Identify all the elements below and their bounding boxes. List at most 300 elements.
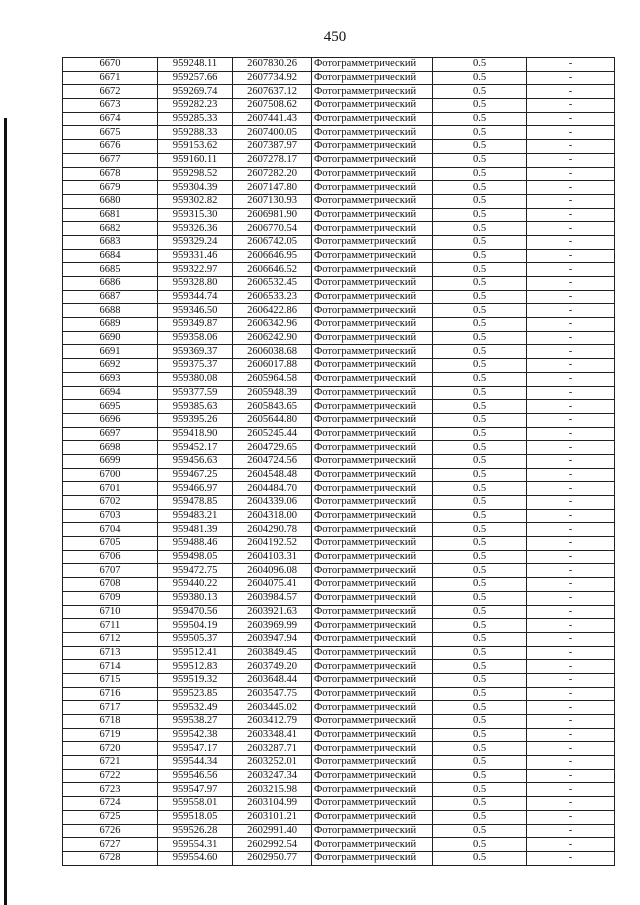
table-row	[63, 578, 615, 592]
x-coordinate-cell: 959302.82	[158, 194, 233, 208]
method-cell: Фотограмметрический	[312, 194, 433, 208]
table-row	[63, 427, 615, 441]
y-coordinate-cell: 2603921.63	[233, 605, 312, 619]
y-coordinate-cell: 2603247.34	[233, 769, 312, 783]
table-row	[63, 331, 615, 345]
x-coordinate-cell: 959248.11	[158, 58, 233, 72]
table-row	[63, 249, 615, 263]
note-cell: -	[527, 783, 615, 797]
table-row	[63, 441, 615, 455]
table-row	[63, 194, 615, 208]
accuracy-cell: 0.5	[433, 742, 527, 756]
y-coordinate-cell: 2603547.75	[233, 687, 312, 701]
method-cell: Фотограмметрический	[312, 742, 433, 756]
table-row	[63, 112, 615, 126]
point-number-cell: 6712	[63, 632, 158, 646]
accuracy-cell: 0.5	[433, 605, 527, 619]
method-cell: Фотограмметрический	[312, 619, 433, 633]
y-coordinate-cell: 2606981.90	[233, 208, 312, 222]
point-number-cell: 6715	[63, 673, 158, 687]
point-number-cell: 6683	[63, 235, 158, 249]
method-cell: Фотограмметрический	[312, 249, 433, 263]
accuracy-cell: 0.5	[433, 386, 527, 400]
method-cell: Фотограмметрический	[312, 427, 433, 441]
method-cell: Фотограмметрический	[312, 523, 433, 537]
y-coordinate-cell: 2605843.65	[233, 400, 312, 414]
accuracy-cell: 0.5	[433, 523, 527, 537]
note-cell: -	[527, 427, 615, 441]
y-coordinate-cell: 2606533.23	[233, 290, 312, 304]
point-number-cell: 6689	[63, 318, 158, 332]
x-coordinate-cell: 959526.28	[158, 824, 233, 838]
x-coordinate-cell: 959326.36	[158, 222, 233, 236]
method-cell: Фотограмметрический	[312, 468, 433, 482]
note-cell: -	[527, 194, 615, 208]
table-row	[63, 263, 615, 277]
method-cell: Фотограмметрический	[312, 372, 433, 386]
method-cell: Фотограмметрический	[312, 673, 433, 687]
point-number-cell: 6673	[63, 99, 158, 113]
note-cell: -	[527, 851, 615, 865]
method-cell: Фотограмметрический	[312, 851, 433, 865]
table-row	[63, 140, 615, 154]
note-cell: -	[527, 482, 615, 496]
accuracy-cell: 0.5	[433, 783, 527, 797]
accuracy-cell: 0.5	[433, 277, 527, 291]
x-coordinate-cell: 959440.22	[158, 578, 233, 592]
note-cell: -	[527, 509, 615, 523]
x-coordinate-cell: 959304.39	[158, 181, 233, 195]
method-cell: Фотограмметрический	[312, 632, 433, 646]
point-number-cell: 6701	[63, 482, 158, 496]
accuracy-cell: 0.5	[433, 810, 527, 824]
note-cell: -	[527, 249, 615, 263]
point-number-cell: 6699	[63, 454, 158, 468]
x-coordinate-cell: 959395.26	[158, 413, 233, 427]
note-cell: -	[527, 646, 615, 660]
table-row	[63, 824, 615, 838]
y-coordinate-cell: 2603984.57	[233, 591, 312, 605]
method-cell: Фотограмметрический	[312, 783, 433, 797]
note-cell: -	[527, 673, 615, 687]
method-cell: Фотограмметрический	[312, 482, 433, 496]
y-coordinate-cell: 2607278.17	[233, 153, 312, 167]
x-coordinate-cell: 959456.63	[158, 454, 233, 468]
method-cell: Фотограмметрический	[312, 810, 433, 824]
accuracy-cell: 0.5	[433, 851, 527, 865]
note-cell: -	[527, 660, 615, 674]
note-cell: -	[527, 153, 615, 167]
y-coordinate-cell: 2607441.43	[233, 112, 312, 126]
table-row	[63, 619, 615, 633]
y-coordinate-cell: 2603412.79	[233, 715, 312, 729]
table-row	[63, 482, 615, 496]
method-cell: Фотограмметрический	[312, 591, 433, 605]
y-coordinate-cell: 2606242.90	[233, 331, 312, 345]
x-coordinate-cell: 959547.97	[158, 783, 233, 797]
accuracy-cell: 0.5	[433, 468, 527, 482]
accuracy-cell: 0.5	[433, 222, 527, 236]
x-coordinate-cell: 959512.41	[158, 646, 233, 660]
y-coordinate-cell: 2604290.78	[233, 523, 312, 537]
table-row	[63, 58, 615, 72]
x-coordinate-cell: 959346.50	[158, 304, 233, 318]
note-cell: -	[527, 85, 615, 99]
note-cell: -	[527, 112, 615, 126]
note-cell: -	[527, 769, 615, 783]
method-cell: Фотограмметрический	[312, 578, 433, 592]
accuracy-cell: 0.5	[433, 769, 527, 783]
x-coordinate-cell: 959315.30	[158, 208, 233, 222]
accuracy-cell: 0.5	[433, 715, 527, 729]
y-coordinate-cell: 2604484.70	[233, 482, 312, 496]
method-cell: Фотограмметрический	[312, 140, 433, 154]
accuracy-cell: 0.5	[433, 400, 527, 414]
x-coordinate-cell: 959160.11	[158, 153, 233, 167]
y-coordinate-cell: 2603749.20	[233, 660, 312, 674]
note-cell: -	[527, 167, 615, 181]
y-coordinate-cell: 2603287.71	[233, 742, 312, 756]
point-number-cell: 6690	[63, 331, 158, 345]
y-coordinate-cell: 2604729.65	[233, 441, 312, 455]
table-row	[63, 386, 615, 400]
point-number-cell: 6723	[63, 783, 158, 797]
note-cell: -	[527, 181, 615, 195]
y-coordinate-cell: 2606422.86	[233, 304, 312, 318]
note-cell: -	[527, 523, 615, 537]
note-cell: -	[527, 277, 615, 291]
x-coordinate-cell: 959282.23	[158, 99, 233, 113]
x-coordinate-cell: 959498.05	[158, 550, 233, 564]
y-coordinate-cell: 2603849.45	[233, 646, 312, 660]
x-coordinate-cell: 959542.38	[158, 728, 233, 742]
accuracy-cell: 0.5	[433, 838, 527, 852]
method-cell: Фотограмметрический	[312, 824, 433, 838]
accuracy-cell: 0.5	[433, 482, 527, 496]
y-coordinate-cell: 2607400.05	[233, 126, 312, 140]
table-row	[63, 742, 615, 756]
accuracy-cell: 0.5	[433, 345, 527, 359]
note-cell: -	[527, 71, 615, 85]
point-number-cell: 6703	[63, 509, 158, 523]
x-coordinate-cell: 959481.39	[158, 523, 233, 537]
point-number-cell: 6720	[63, 742, 158, 756]
table-row	[63, 591, 615, 605]
table-row	[63, 400, 615, 414]
accuracy-cell: 0.5	[433, 550, 527, 564]
method-cell: Фотограмметрический	[312, 85, 433, 99]
accuracy-cell: 0.5	[433, 673, 527, 687]
point-number-cell: 6724	[63, 797, 158, 811]
x-coordinate-cell: 959349.87	[158, 318, 233, 332]
accuracy-cell: 0.5	[433, 578, 527, 592]
point-number-cell: 6718	[63, 715, 158, 729]
y-coordinate-cell: 2604192.52	[233, 537, 312, 551]
x-coordinate-cell: 959554.60	[158, 851, 233, 865]
accuracy-cell: 0.5	[433, 235, 527, 249]
y-coordinate-cell: 2607147.80	[233, 181, 312, 195]
y-coordinate-cell: 2606742.05	[233, 235, 312, 249]
method-cell: Фотограмметрический	[312, 58, 433, 72]
y-coordinate-cell: 2604318.00	[233, 509, 312, 523]
accuracy-cell: 0.5	[433, 632, 527, 646]
accuracy-cell: 0.5	[433, 140, 527, 154]
point-number-cell: 6680	[63, 194, 158, 208]
x-coordinate-cell: 959523.85	[158, 687, 233, 701]
accuracy-cell: 0.5	[433, 167, 527, 181]
method-cell: Фотограмметрический	[312, 454, 433, 468]
note-cell: -	[527, 838, 615, 852]
note-cell: -	[527, 454, 615, 468]
accuracy-cell: 0.5	[433, 153, 527, 167]
table-row	[63, 359, 615, 373]
note-cell: -	[527, 687, 615, 701]
table-row	[63, 509, 615, 523]
point-number-cell: 6672	[63, 85, 158, 99]
method-cell: Фотограмметрический	[312, 345, 433, 359]
method-cell: Фотограмметрический	[312, 715, 433, 729]
table-row	[63, 646, 615, 660]
x-coordinate-cell: 959328.80	[158, 277, 233, 291]
point-number-cell: 6675	[63, 126, 158, 140]
y-coordinate-cell: 2606770.54	[233, 222, 312, 236]
point-number-cell: 6693	[63, 372, 158, 386]
point-number-cell: 6702	[63, 496, 158, 510]
table-row	[63, 290, 615, 304]
table-row	[63, 797, 615, 811]
x-coordinate-cell: 959380.13	[158, 591, 233, 605]
method-cell: Фотограмметрический	[312, 71, 433, 85]
y-coordinate-cell: 2603215.98	[233, 783, 312, 797]
point-number-cell: 6678	[63, 167, 158, 181]
point-number-cell: 6676	[63, 140, 158, 154]
table-row	[63, 605, 615, 619]
x-coordinate-cell: 959554.31	[158, 838, 233, 852]
method-cell: Фотограмметрический	[312, 277, 433, 291]
y-coordinate-cell: 2603969.99	[233, 619, 312, 633]
note-cell: -	[527, 386, 615, 400]
note-cell: -	[527, 441, 615, 455]
method-cell: Фотограмметрический	[312, 290, 433, 304]
point-number-cell: 6722	[63, 769, 158, 783]
point-number-cell: 6728	[63, 851, 158, 865]
accuracy-cell: 0.5	[433, 619, 527, 633]
x-coordinate-cell: 959532.49	[158, 701, 233, 715]
point-number-cell: 6726	[63, 824, 158, 838]
accuracy-cell: 0.5	[433, 509, 527, 523]
note-cell: -	[527, 810, 615, 824]
x-coordinate-cell: 959257.66	[158, 71, 233, 85]
method-cell: Фотограмметрический	[312, 797, 433, 811]
table-row	[63, 550, 615, 564]
method-cell: Фотограмметрический	[312, 318, 433, 332]
method-cell: Фотограмметрический	[312, 263, 433, 277]
method-cell: Фотограмметрический	[312, 304, 433, 318]
note-cell: -	[527, 372, 615, 386]
y-coordinate-cell: 2606646.52	[233, 263, 312, 277]
table-row	[63, 99, 615, 113]
note-cell: -	[527, 58, 615, 72]
accuracy-cell: 0.5	[433, 660, 527, 674]
table-body	[63, 58, 615, 866]
note-cell: -	[527, 715, 615, 729]
table-row	[63, 537, 615, 551]
table-row	[63, 181, 615, 195]
note-cell: -	[527, 126, 615, 140]
x-coordinate-cell: 959452.17	[158, 441, 233, 455]
accuracy-cell: 0.5	[433, 194, 527, 208]
x-coordinate-cell: 959519.32	[158, 673, 233, 687]
y-coordinate-cell: 2603348.41	[233, 728, 312, 742]
accuracy-cell: 0.5	[433, 496, 527, 510]
accuracy-cell: 0.5	[433, 304, 527, 318]
table-row	[63, 126, 615, 140]
note-cell: -	[527, 208, 615, 222]
note-cell: -	[527, 632, 615, 646]
point-number-cell: 6698	[63, 441, 158, 455]
point-number-cell: 6714	[63, 660, 158, 674]
table-row	[63, 222, 615, 236]
method-cell: Фотограмметрический	[312, 126, 433, 140]
method-cell: Фотограмметрический	[312, 167, 433, 181]
point-number-cell: 6684	[63, 249, 158, 263]
point-number-cell: 6688	[63, 304, 158, 318]
margin-bar	[4, 118, 7, 905]
note-cell: -	[527, 413, 615, 427]
table-row	[63, 769, 615, 783]
accuracy-cell: 0.5	[433, 728, 527, 742]
method-cell: Фотограмметрический	[312, 509, 433, 523]
y-coordinate-cell: 2604548.48	[233, 468, 312, 482]
x-coordinate-cell: 959488.46	[158, 537, 233, 551]
method-cell: Фотограмметрический	[312, 441, 433, 455]
point-number-cell: 6707	[63, 564, 158, 578]
note-cell: -	[527, 263, 615, 277]
x-coordinate-cell: 959418.90	[158, 427, 233, 441]
y-coordinate-cell: 2603648.44	[233, 673, 312, 687]
x-coordinate-cell: 959298.52	[158, 167, 233, 181]
x-coordinate-cell: 959538.27	[158, 715, 233, 729]
table-row	[63, 71, 615, 85]
accuracy-cell: 0.5	[433, 441, 527, 455]
method-cell: Фотограмметрический	[312, 400, 433, 414]
table-row	[63, 838, 615, 852]
method-cell: Фотограмметрический	[312, 769, 433, 783]
method-cell: Фотограмметрический	[312, 359, 433, 373]
note-cell: -	[527, 591, 615, 605]
x-coordinate-cell: 959504.19	[158, 619, 233, 633]
point-number-cell: 6696	[63, 413, 158, 427]
y-coordinate-cell: 2607830.26	[233, 58, 312, 72]
table-row	[63, 304, 615, 318]
point-number-cell: 6687	[63, 290, 158, 304]
x-coordinate-cell: 959358.06	[158, 331, 233, 345]
method-cell: Фотограмметрический	[312, 701, 433, 715]
x-coordinate-cell: 959375.37	[158, 359, 233, 373]
y-coordinate-cell: 2604096.08	[233, 564, 312, 578]
accuracy-cell: 0.5	[433, 85, 527, 99]
note-cell: -	[527, 756, 615, 770]
method-cell: Фотограмметрический	[312, 181, 433, 195]
method-cell: Фотограмметрический	[312, 153, 433, 167]
y-coordinate-cell: 2606646.95	[233, 249, 312, 263]
accuracy-cell: 0.5	[433, 359, 527, 373]
point-number-cell: 6713	[63, 646, 158, 660]
point-number-cell: 6679	[63, 181, 158, 195]
accuracy-cell: 0.5	[433, 58, 527, 72]
y-coordinate-cell: 2605964.58	[233, 372, 312, 386]
x-coordinate-cell: 959483.21	[158, 509, 233, 523]
note-cell: -	[527, 605, 615, 619]
method-cell: Фотограмметрический	[312, 99, 433, 113]
method-cell: Фотограмметрический	[312, 222, 433, 236]
note-cell: -	[527, 824, 615, 838]
point-number-cell: 6671	[63, 71, 158, 85]
point-number-cell: 6710	[63, 605, 158, 619]
table-row	[63, 523, 615, 537]
table-row	[63, 454, 615, 468]
point-number-cell: 6721	[63, 756, 158, 770]
method-cell: Фотограмметрический	[312, 838, 433, 852]
accuracy-cell: 0.5	[433, 71, 527, 85]
method-cell: Фотограмметрический	[312, 564, 433, 578]
y-coordinate-cell: 2603252.01	[233, 756, 312, 770]
table-row	[63, 372, 615, 386]
accuracy-cell: 0.5	[433, 687, 527, 701]
point-number-cell: 6670	[63, 58, 158, 72]
x-coordinate-cell: 959558.01	[158, 797, 233, 811]
x-coordinate-cell: 959385.63	[158, 400, 233, 414]
accuracy-cell: 0.5	[433, 249, 527, 263]
y-coordinate-cell: 2607387.97	[233, 140, 312, 154]
table-row	[63, 318, 615, 332]
table-row	[63, 468, 615, 482]
x-coordinate-cell: 959547.17	[158, 742, 233, 756]
y-coordinate-cell: 2606017.88	[233, 359, 312, 373]
note-cell: -	[527, 496, 615, 510]
method-cell: Фотограмметрический	[312, 386, 433, 400]
note-cell: -	[527, 400, 615, 414]
x-coordinate-cell: 959369.37	[158, 345, 233, 359]
page-number: 450	[323, 29, 347, 45]
note-cell: -	[527, 701, 615, 715]
table-row	[63, 783, 615, 797]
note-cell: -	[527, 742, 615, 756]
coordinates-table	[62, 57, 615, 866]
x-coordinate-cell: 959153.62	[158, 140, 233, 154]
table-row	[63, 153, 615, 167]
point-number-cell: 6674	[63, 112, 158, 126]
y-coordinate-cell: 2602991.40	[233, 824, 312, 838]
point-number-cell: 6727	[63, 838, 158, 852]
table-row	[63, 687, 615, 701]
point-number-cell: 6709	[63, 591, 158, 605]
x-coordinate-cell: 959472.75	[158, 564, 233, 578]
accuracy-cell: 0.5	[433, 797, 527, 811]
method-cell: Фотограмметрический	[312, 331, 433, 345]
y-coordinate-cell: 2604339.06	[233, 496, 312, 510]
note-cell: -	[527, 550, 615, 564]
x-coordinate-cell: 959329.24	[158, 235, 233, 249]
note-cell: -	[527, 222, 615, 236]
x-coordinate-cell: 959344.74	[158, 290, 233, 304]
y-coordinate-cell: 2603947.94	[233, 632, 312, 646]
method-cell: Фотограмметрический	[312, 660, 433, 674]
y-coordinate-cell: 2603101.21	[233, 810, 312, 824]
accuracy-cell: 0.5	[433, 208, 527, 222]
table-row	[63, 701, 615, 715]
point-number-cell: 6700	[63, 468, 158, 482]
